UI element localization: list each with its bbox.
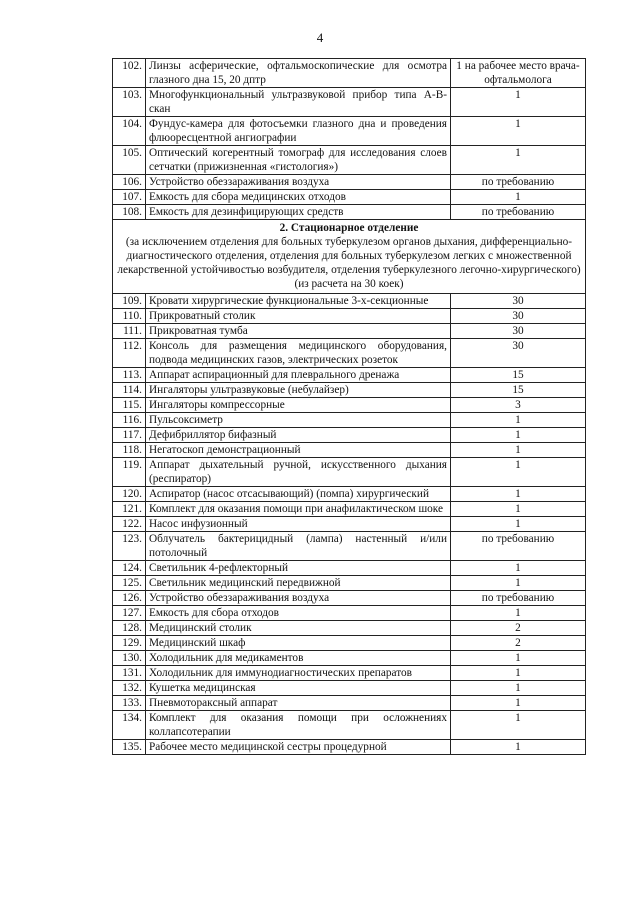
table-row <box>113 651 586 666</box>
table-row <box>113 383 586 398</box>
item-name: Прикроватная тумба <box>146 324 451 339</box>
table-row <box>113 517 586 532</box>
item-number: 127. <box>113 606 146 621</box>
item-number: 125. <box>113 576 146 591</box>
item-number: 122. <box>113 517 146 532</box>
item-number: 104. <box>113 117 146 146</box>
item-name: Ингаляторы ультразвуковые (небулайзер) <box>146 383 451 398</box>
item-name: Прикроватный столик <box>146 309 451 324</box>
item-name: Светильник 4-рефлекторный <box>146 561 451 576</box>
item-quantity: по требованию <box>451 205 586 220</box>
item-quantity: 1 <box>451 681 586 696</box>
table-row <box>113 443 586 458</box>
item-number: 131. <box>113 666 146 681</box>
equipment-table <box>112 58 586 755</box>
section-header-group <box>113 220 586 294</box>
item-quantity: 1 <box>451 711 586 740</box>
table-row <box>113 681 586 696</box>
table-row <box>113 740 586 755</box>
item-name: Многофункциональный ультразвуковой прибор типа А-В-скан <box>146 88 451 117</box>
item-number: 115. <box>113 398 146 413</box>
item-name: Пульсоксиметр <box>146 413 451 428</box>
table-row <box>113 205 586 220</box>
item-quantity: 2 <box>451 621 586 636</box>
item-number: 105. <box>113 146 146 175</box>
item-quantity: 2 <box>451 636 586 651</box>
page-number: 4 <box>316 30 324 45</box>
table-row <box>113 502 586 517</box>
item-number: 103. <box>113 88 146 117</box>
table-row <box>113 711 586 740</box>
table-row <box>113 591 586 606</box>
item-quantity: по требованию <box>451 532 586 561</box>
item-quantity: 1 <box>451 666 586 681</box>
item-quantity: 1 <box>451 413 586 428</box>
item-number: 113. <box>113 368 146 383</box>
item-number: 121. <box>113 502 146 517</box>
item-quantity: 3 <box>451 398 586 413</box>
item-number: 126. <box>113 591 146 606</box>
item-name: Холодильник для иммунодиагностических препаратов <box>146 666 451 681</box>
item-name: Емкость для сбора отходов <box>146 606 451 621</box>
item-name: Аппарат аспирационный для плеврального дренажа <box>146 368 451 383</box>
item-number: 133. <box>113 696 146 711</box>
table-row <box>113 59 586 88</box>
item-number: 111. <box>113 324 146 339</box>
item-name: Медицинский шкаф <box>146 636 451 651</box>
table-row <box>113 487 586 502</box>
item-number: 108. <box>113 205 146 220</box>
item-quantity: 1 <box>451 117 586 146</box>
item-quantity: 1 на рабочее место врача-офтальмолога <box>451 59 586 88</box>
item-number: 106. <box>113 175 146 190</box>
item-name: Комплект для оказания помощи при осложнениях коллапсотерапии <box>146 711 451 740</box>
item-quantity: 15 <box>451 368 586 383</box>
item-number: 117. <box>113 428 146 443</box>
table-row <box>113 398 586 413</box>
section-note: (за исключением отделения для больных туберкулезом органов дыхания, дифференциально-диагностического отделения, отделения для больных туберкулезом легких с множественной лекарственной устойчивостью возбудителя, отделения туберкулезного легочно-хирургического) (из расчета на 30 коек) <box>117 236 581 290</box>
table-row <box>113 666 586 681</box>
item-quantity: 1 <box>451 576 586 591</box>
item-name: Медицинский столик <box>146 621 451 636</box>
item-quantity: по требованию <box>451 591 586 606</box>
table-row <box>113 413 586 428</box>
item-number: 116. <box>113 413 146 428</box>
item-number: 130. <box>113 651 146 666</box>
item-name: Емкость для сбора медицинских отходов <box>146 190 451 205</box>
table-row <box>113 458 586 487</box>
table-row <box>113 576 586 591</box>
table-row <box>113 339 586 368</box>
item-quantity: 1 <box>451 443 586 458</box>
item-name: Консоль для размещения медицинского оборудования, подвода медицинских газов, электрических розеток <box>146 339 451 368</box>
table-body-part-1 <box>113 59 586 220</box>
section-header-cell <box>113 220 586 294</box>
item-quantity: 1 <box>451 517 586 532</box>
table-row <box>113 88 586 117</box>
item-quantity: 1 <box>451 740 586 755</box>
item-quantity: 1 <box>451 146 586 175</box>
item-quantity: 1 <box>451 458 586 487</box>
table-row <box>113 696 586 711</box>
item-number: 107. <box>113 190 146 205</box>
item-quantity: 1 <box>451 428 586 443</box>
item-number: 135. <box>113 740 146 755</box>
item-number: 124. <box>113 561 146 576</box>
section-title: 2. Стационарное отделение <box>279 222 419 234</box>
item-name: Устройство обеззараживания воздуха <box>146 175 451 190</box>
item-number: 109. <box>113 294 146 309</box>
item-quantity: 30 <box>451 324 586 339</box>
item-quantity: 1 <box>451 606 586 621</box>
table-row <box>113 368 586 383</box>
table-row <box>113 294 586 309</box>
table-row <box>113 146 586 175</box>
item-name: Холодильник для медикаментов <box>146 651 451 666</box>
item-name: Насос инфузионный <box>146 517 451 532</box>
item-number: 112. <box>113 339 146 368</box>
item-quantity: 30 <box>451 294 586 309</box>
table-row <box>113 117 586 146</box>
item-quantity: 1 <box>451 502 586 517</box>
item-number: 132. <box>113 681 146 696</box>
item-name: Ингаляторы компрессорные <box>146 398 451 413</box>
item-number: 134. <box>113 711 146 740</box>
item-name: Облучатель бактерицидный (лампа) настенный и/или потолочный <box>146 532 451 561</box>
table-row <box>113 175 586 190</box>
item-quantity: по требованию <box>451 175 586 190</box>
item-quantity: 1 <box>451 190 586 205</box>
item-number: 129. <box>113 636 146 651</box>
item-name: Оптический когерентный томограф для исследования слоев сетчатки (прижизненная «гистология») <box>146 146 451 175</box>
item-name: Устройство обеззараживания воздуха <box>146 591 451 606</box>
table-body-part-2 <box>113 294 586 755</box>
item-name: Дефибриллятор бифазный <box>146 428 451 443</box>
table-row <box>113 606 586 621</box>
item-number: 102. <box>113 59 146 88</box>
item-name: Аспиратор (насос отсасывающий) (помпа) хирургический <box>146 487 451 502</box>
table-row <box>113 190 586 205</box>
table-row <box>113 532 586 561</box>
item-number: 110. <box>113 309 146 324</box>
item-name: Негатоскоп демонстрационный <box>146 443 451 458</box>
item-name: Светильник медицинский передвижной <box>146 576 451 591</box>
item-name: Комплект для оказания помощи при анафилактическом шоке <box>146 502 451 517</box>
item-quantity: 1 <box>451 651 586 666</box>
table-row <box>113 428 586 443</box>
item-quantity: 30 <box>451 339 586 368</box>
item-name: Кушетка медицинская <box>146 681 451 696</box>
table-row <box>113 309 586 324</box>
item-number: 128. <box>113 621 146 636</box>
item-quantity: 1 <box>451 487 586 502</box>
item-number: 120. <box>113 487 146 502</box>
item-quantity: 30 <box>451 309 586 324</box>
item-name: Фундус-камера для фотосъемки глазного дна и проведения флюоресцентной ангиографии <box>146 117 451 146</box>
item-name: Емкость для дезинфицирующих средств <box>146 205 451 220</box>
table-row <box>113 324 586 339</box>
item-number: 123. <box>113 532 146 561</box>
table-row <box>113 621 586 636</box>
item-name: Аппарат дыхательный ручной, искусственного дыхания (респиратор) <box>146 458 451 487</box>
item-name: Линзы асферические, офтальмоскопические для осмотра глазного дна 15, 20 дптр <box>146 59 451 88</box>
item-quantity: 1 <box>451 561 586 576</box>
table-row <box>113 636 586 651</box>
item-name: Рабочее место медицинской сестры процедурной <box>146 740 451 755</box>
item-name: Пневмоторакcный аппарат <box>146 696 451 711</box>
item-number: 114. <box>113 383 146 398</box>
item-name: Кровати хирургические функциональные 3-х-секционные <box>146 294 451 309</box>
item-number: 119. <box>113 458 146 487</box>
section-header-row <box>113 220 586 294</box>
item-quantity: 1 <box>451 696 586 711</box>
item-quantity: 1 <box>451 88 586 117</box>
table-row <box>113 561 586 576</box>
item-number: 118. <box>113 443 146 458</box>
item-quantity: 15 <box>451 383 586 398</box>
